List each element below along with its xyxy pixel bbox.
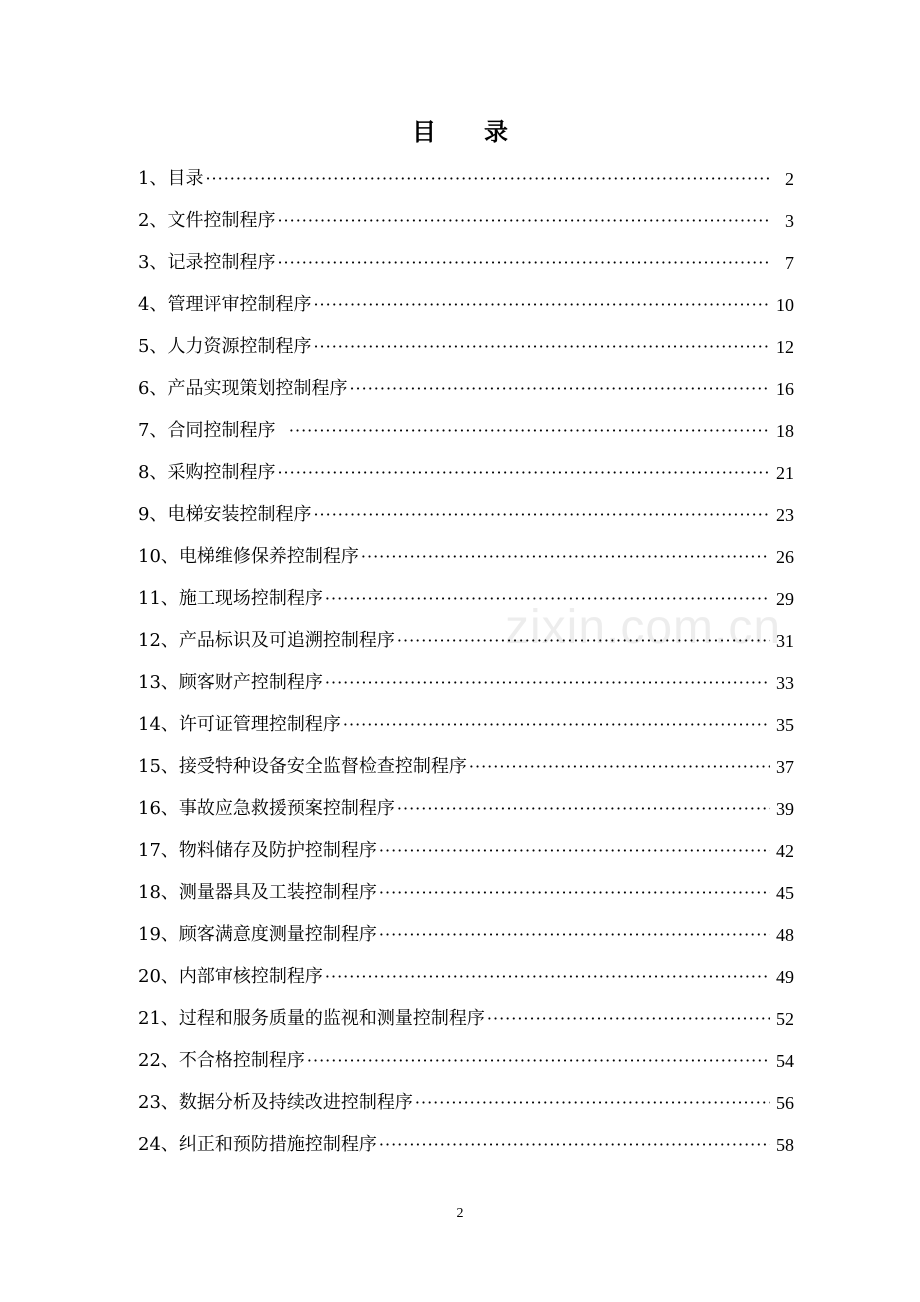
toc-entry-title: 接受特种设备安全监督检查控制程序	[178, 756, 467, 777]
toc-leader-dots	[277, 452, 770, 494]
toc-entry-title: 采购控制程序	[167, 462, 276, 483]
toc-entry-page: 54	[776, 1051, 794, 1071]
toc-leader-dots	[379, 1124, 770, 1166]
toc-entry-page: 33	[776, 673, 794, 693]
toc-entry-title: 文件控制程序	[167, 210, 276, 231]
toc-leader-dots	[379, 830, 770, 872]
toc-entry-title: 施工现场控制程序	[178, 588, 323, 609]
toc-entry[interactable]	[138, 452, 794, 494]
toc-entry-title: 过程和服务质量的监视和测量控制程序	[178, 1008, 485, 1029]
toc-entry-title: 目录	[167, 168, 204, 189]
toc-entry-label	[138, 620, 395, 662]
page-title	[0, 112, 920, 147]
toc-entry-number: 15、	[138, 756, 179, 777]
toc-entry-label	[138, 410, 287, 452]
toc-leader-dots	[379, 914, 770, 956]
toc-entry-title: 管理评审控制程序	[167, 294, 312, 315]
toc-leader-dots	[307, 1040, 770, 1082]
toc-entry-label	[138, 704, 341, 746]
toc-entry-label	[138, 830, 377, 872]
toc-entry-number: 16、	[138, 798, 179, 819]
toc-entry-number: 2、	[138, 210, 168, 231]
toc-leader-dots	[487, 998, 770, 1040]
toc-entry-label	[138, 536, 359, 578]
toc-entry-page: 2	[785, 169, 794, 189]
watermark: zixin.com.cn	[505, 601, 782, 654]
toc-entry[interactable]	[138, 1124, 794, 1166]
toc-leader-dots	[469, 746, 770, 788]
toc-leader-dots	[313, 326, 770, 368]
toc-entry-title: 电梯维修保养控制程序	[178, 546, 359, 567]
toc-entry-label	[138, 368, 347, 410]
toc-entry-label	[138, 200, 275, 242]
toc-leader-dots	[379, 872, 770, 914]
toc-entry-page: 49	[776, 967, 794, 987]
toc-entry-page: 37	[776, 757, 794, 777]
toc-entry-label	[138, 1082, 413, 1124]
toc-entry[interactable]	[138, 872, 794, 914]
toc-leader-dots	[349, 368, 770, 410]
toc-entry-page: 29	[776, 589, 794, 609]
toc-entry-label	[138, 284, 311, 326]
toc-entry[interactable]	[138, 746, 794, 788]
toc-entry-page: 31	[776, 631, 794, 651]
toc-entry-title: 许可证管理控制程序	[178, 714, 341, 735]
toc-entry-page: 58	[776, 1135, 794, 1155]
toc-entry-title: 顾客财产控制程序	[178, 672, 323, 693]
toc-entry-label	[138, 242, 275, 284]
toc-entry-label	[138, 494, 311, 536]
toc-entry-number: 7、	[138, 420, 168, 441]
title-char-2: 录	[484, 117, 508, 146]
toc-entry-label	[138, 452, 275, 494]
toc-leader-dots	[313, 494, 770, 536]
toc-entry-title: 纠正和预防措施控制程序	[178, 1134, 377, 1155]
toc-entry[interactable]	[138, 704, 794, 746]
toc-entry-title: 顾客满意度测量控制程序	[178, 924, 377, 945]
toc-entry-title: 记录控制程序	[167, 252, 276, 273]
toc-leader-dots	[313, 284, 770, 326]
toc-entry-title: 数据分析及持续改进控制程序	[178, 1092, 413, 1113]
toc-entry-title: 人力资源控制程序	[167, 336, 312, 357]
toc-entry-title: 事故应急救援预案控制程序	[178, 798, 395, 819]
toc-entry[interactable]	[138, 830, 794, 872]
toc-entry[interactable]	[138, 242, 794, 284]
toc-entry-number: 12、	[138, 630, 179, 651]
toc-entry-title: 测量器具及工装控制程序	[178, 882, 377, 903]
toc-entry-label	[138, 662, 323, 704]
toc-entry-number: 5、	[138, 336, 168, 357]
toc-entry[interactable]	[138, 326, 794, 368]
toc-entry-label	[138, 998, 485, 1040]
toc-entry-label	[138, 578, 323, 620]
toc-entry[interactable]	[138, 494, 794, 536]
toc-entry-label	[138, 746, 467, 788]
toc-entry-page: 7	[785, 253, 794, 273]
toc-entry-number: 22、	[138, 1050, 179, 1071]
toc-entry[interactable]	[138, 536, 794, 578]
toc-entry-label	[138, 326, 311, 368]
toc-entry-number: 17、	[138, 840, 179, 861]
toc-entry-label	[138, 956, 323, 998]
toc-entry-page: 48	[776, 925, 794, 945]
toc-leader-dots	[361, 536, 770, 578]
toc-entry-number: 3、	[138, 252, 168, 273]
toc-entry-label	[138, 1124, 377, 1166]
toc-entry-number: 13、	[138, 672, 179, 693]
toc-entry-number: 4、	[138, 294, 168, 315]
toc-leader-dots	[343, 704, 770, 746]
toc-entry[interactable]	[138, 410, 794, 452]
toc-entry-title: 合同控制程序	[167, 420, 287, 441]
title-char-1: 目	[412, 117, 436, 146]
toc-entry-number: 24、	[138, 1134, 179, 1155]
toc-leader-dots	[325, 662, 770, 704]
toc-entry[interactable]	[138, 284, 794, 326]
toc-entry-page: 10	[776, 295, 794, 315]
toc-entry-label	[138, 872, 377, 914]
toc-entry-page: 45	[776, 883, 794, 903]
toc-entry-page: 16	[776, 379, 794, 399]
toc-leader-dots	[277, 200, 770, 242]
toc-entry-number: 8、	[138, 462, 168, 483]
footer-page-number: 2	[456, 1206, 464, 1221]
toc-entry[interactable]	[138, 158, 794, 200]
toc-entry-label	[138, 788, 395, 830]
toc-leader-dots	[289, 410, 770, 452]
toc-entry-number: 20、	[138, 966, 179, 987]
toc-entry-title: 电梯安装控制程序	[167, 504, 312, 525]
toc-entry-number: 1、	[138, 168, 168, 189]
toc-entry-number: 9、	[138, 504, 168, 525]
toc-entry-page: 3	[785, 211, 794, 231]
toc-entry[interactable]	[138, 368, 794, 410]
toc-entry-page: 18	[776, 421, 794, 441]
toc-entry-label	[138, 158, 203, 200]
toc-entry-page: 35	[776, 715, 794, 735]
toc-entry-label	[138, 914, 377, 956]
toc-entry-number: 6、	[138, 378, 168, 399]
toc-entry-number: 19、	[138, 924, 179, 945]
toc-entry[interactable]	[138, 998, 794, 1040]
toc-entry-page: 12	[776, 337, 794, 357]
toc-entry[interactable]	[138, 788, 794, 830]
toc-entry[interactable]	[138, 914, 794, 956]
toc-leader-dots	[325, 956, 770, 998]
toc-entry[interactable]	[138, 662, 794, 704]
toc-entry[interactable]	[138, 1082, 794, 1124]
toc-entry[interactable]	[138, 1040, 794, 1082]
toc-entry-number: 10、	[138, 546, 179, 567]
toc-entry-page: 23	[776, 505, 794, 525]
toc-entry-title: 产品标识及可追溯控制程序	[178, 630, 395, 651]
toc-leader-dots	[415, 1082, 770, 1124]
toc-entry-title: 内部审核控制程序	[178, 966, 323, 987]
table-of-contents	[138, 158, 794, 1166]
toc-entry-label	[138, 1040, 305, 1082]
toc-entry-number: 21、	[138, 1008, 179, 1029]
toc-entry[interactable]	[138, 200, 794, 242]
toc-entry-title: 物料储存及防护控制程序	[178, 840, 377, 861]
toc-leader-dots	[277, 242, 770, 284]
toc-entry-title: 不合格控制程序	[178, 1050, 305, 1071]
toc-entry-page: 39	[776, 799, 794, 819]
toc-entry-page: 21	[776, 463, 794, 483]
toc-entry-page: 26	[776, 547, 794, 567]
toc-entry-number: 23、	[138, 1092, 179, 1113]
toc-entry[interactable]	[138, 956, 794, 998]
toc-entry-number: 11、	[138, 588, 179, 609]
toc-entry-page: 56	[776, 1093, 794, 1113]
toc-entry-title: 产品实现策划控制程序	[167, 378, 348, 399]
toc-leader-dots	[397, 788, 770, 830]
toc-leader-dots	[205, 158, 770, 200]
toc-entry-page: 52	[776, 1009, 794, 1029]
toc-entry-number: 18、	[138, 882, 179, 903]
toc-entry-page: 42	[776, 841, 794, 861]
toc-entry-number: 14、	[138, 714, 179, 735]
